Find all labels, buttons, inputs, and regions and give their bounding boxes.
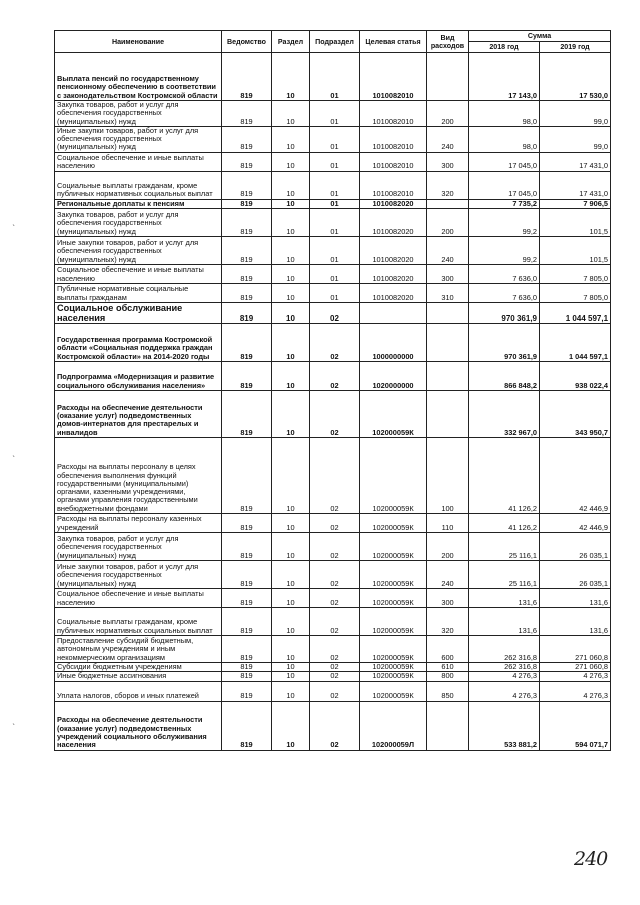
row-razdel: 10 bbox=[272, 362, 310, 391]
row-sum-2018: 17 045,0 bbox=[469, 152, 540, 171]
row-sum-2018: 533 881,2 bbox=[469, 701, 540, 750]
row-target: 1010082020 bbox=[360, 199, 427, 208]
row-target: 1010082010 bbox=[360, 53, 427, 101]
row-razdel: 10 bbox=[272, 589, 310, 608]
row-razdel: 10 bbox=[272, 608, 310, 636]
row-name: Социальное обслуживание населения bbox=[55, 303, 222, 324]
row-sum-2018: 4 276,3 bbox=[469, 672, 540, 681]
row-vid: 800 bbox=[427, 672, 469, 681]
row-target: 102000059К bbox=[360, 681, 427, 701]
table-row bbox=[55, 701, 611, 750]
row-sum-2018: 131,6 bbox=[469, 589, 540, 608]
table-row bbox=[55, 681, 611, 701]
row-vid: 320 bbox=[427, 608, 469, 636]
row-vedomstvo: 819 bbox=[222, 438, 272, 514]
row-sum-2018: 41 126,2 bbox=[469, 514, 540, 533]
row-sum-2018: 98,0 bbox=[469, 126, 540, 152]
row-sum-2018: 262 316,8 bbox=[469, 663, 540, 672]
row-razdel: 10 bbox=[272, 533, 310, 561]
row-podrazdel: 02 bbox=[310, 681, 360, 701]
table-row bbox=[55, 265, 611, 284]
row-sum-2019: 4 276,3 bbox=[540, 681, 611, 701]
row-sum-2018: 17 045,0 bbox=[469, 171, 540, 199]
row-sum-2019: 4 276,3 bbox=[540, 672, 611, 681]
row-vedomstvo: 819 bbox=[222, 237, 272, 265]
header-razdel: Раздел bbox=[272, 31, 310, 53]
row-razdel: 10 bbox=[272, 681, 310, 701]
row-podrazdel: 01 bbox=[310, 209, 360, 237]
row-sum-2019: 131,6 bbox=[540, 589, 611, 608]
row-razdel: 10 bbox=[272, 438, 310, 514]
row-razdel: 10 bbox=[272, 199, 310, 208]
row-sum-2019: 26 035,1 bbox=[540, 533, 611, 561]
row-vedomstvo: 819 bbox=[222, 672, 272, 681]
header-summa: Сумма bbox=[469, 31, 611, 42]
row-target: 102000059К bbox=[360, 391, 427, 438]
row-vid: 310 bbox=[427, 284, 469, 303]
row-razdel: 10 bbox=[272, 561, 310, 589]
row-podrazdel: 02 bbox=[310, 663, 360, 672]
row-podrazdel: 02 bbox=[310, 324, 360, 362]
row-vedomstvo: 819 bbox=[222, 608, 272, 636]
row-razdel: 10 bbox=[272, 284, 310, 303]
row-vid: 240 bbox=[427, 237, 469, 265]
row-razdel: 10 bbox=[272, 303, 310, 324]
margin-mark: ` bbox=[12, 723, 16, 732]
row-sum-2019: 594 071,7 bbox=[540, 701, 611, 750]
row-sum-2018: 41 126,2 bbox=[469, 438, 540, 514]
header-vid: Вид расходов bbox=[427, 31, 469, 53]
row-target: 1010082010 bbox=[360, 152, 427, 171]
row-name: Иные бюджетные ассигнования bbox=[55, 672, 222, 681]
row-podrazdel: 02 bbox=[310, 701, 360, 750]
row-name: Иные закупки товаров, работ и услуг для обеспечения государственных (муниципальных) нужд bbox=[55, 126, 222, 152]
row-vid: 300 bbox=[427, 265, 469, 284]
row-name: Расходы на выплаты персоналу казенных учреждений bbox=[55, 514, 222, 533]
row-vid bbox=[427, 303, 469, 324]
row-vedomstvo: 819 bbox=[222, 663, 272, 672]
row-sum-2019: 131,6 bbox=[540, 608, 611, 636]
row-vid: 240 bbox=[427, 126, 469, 152]
table-row bbox=[55, 608, 611, 636]
row-target: 102000059К bbox=[360, 533, 427, 561]
row-podrazdel: 02 bbox=[310, 362, 360, 391]
row-name: Предоставление субсидий бюджетным, автономным учреждениям и иным некоммерческим организациям bbox=[55, 636, 222, 663]
row-vedomstvo: 819 bbox=[222, 265, 272, 284]
row-sum-2019: 1 044 597,1 bbox=[540, 303, 611, 324]
table-row bbox=[55, 589, 611, 608]
row-sum-2018: 99,2 bbox=[469, 209, 540, 237]
row-name: Закупка товаров, работ и услуг для обеспечения государственных (муниципальных) нужд bbox=[55, 209, 222, 237]
header-vedomstvo: Ведомство bbox=[222, 31, 272, 53]
row-sum-2019: 7 805,0 bbox=[540, 265, 611, 284]
row-podrazdel: 02 bbox=[310, 672, 360, 681]
row-sum-2019: 42 446,9 bbox=[540, 514, 611, 533]
row-sum-2018: 866 848,2 bbox=[469, 362, 540, 391]
table-row bbox=[55, 199, 611, 208]
table-row bbox=[55, 514, 611, 533]
row-target: 102000059К bbox=[360, 608, 427, 636]
row-sum-2019: 7 906,5 bbox=[540, 199, 611, 208]
row-vid bbox=[427, 324, 469, 362]
table-header bbox=[55, 31, 611, 53]
table-row bbox=[55, 362, 611, 391]
table-row bbox=[55, 672, 611, 681]
row-target: 1010082020 bbox=[360, 265, 427, 284]
header-target: Целевая статья bbox=[360, 31, 427, 53]
row-razdel: 10 bbox=[272, 237, 310, 265]
row-razdel: 10 bbox=[272, 126, 310, 152]
row-podrazdel: 02 bbox=[310, 438, 360, 514]
row-razdel: 10 bbox=[272, 171, 310, 199]
row-target: 1010082010 bbox=[360, 101, 427, 127]
row-name: Социальные выплаты гражданам, кроме публичных нормативных социальных выплат bbox=[55, 171, 222, 199]
row-podrazdel: 01 bbox=[310, 171, 360, 199]
row-target: 102000059К bbox=[360, 663, 427, 672]
row-name: Подпрограмма «Модернизация и развитие социального обслуживания населения» bbox=[55, 362, 222, 391]
row-razdel: 10 bbox=[272, 209, 310, 237]
row-name: Закупка товаров, работ и услуг для обеспечения государственных (муниципальных) нужд bbox=[55, 101, 222, 127]
row-sum-2019: 938 022,4 bbox=[540, 362, 611, 391]
header-podrazdel: Подраздел bbox=[310, 31, 360, 53]
row-vedomstvo: 819 bbox=[222, 209, 272, 237]
row-sum-2019: 17 431,0 bbox=[540, 171, 611, 199]
row-vedomstvo: 819 bbox=[222, 681, 272, 701]
row-sum-2019: 1 044 597,1 bbox=[540, 324, 611, 362]
row-target: 102000059К bbox=[360, 672, 427, 681]
row-razdel: 10 bbox=[272, 663, 310, 672]
row-sum-2019: 343 950,7 bbox=[540, 391, 611, 438]
header-name: Наименование bbox=[55, 31, 222, 53]
row-vedomstvo: 819 bbox=[222, 514, 272, 533]
row-vedomstvo: 819 bbox=[222, 324, 272, 362]
table-row bbox=[55, 284, 611, 303]
row-vedomstvo: 819 bbox=[222, 636, 272, 663]
table-row bbox=[55, 152, 611, 171]
table-row bbox=[55, 101, 611, 127]
row-vid: 200 bbox=[427, 209, 469, 237]
row-vedomstvo: 819 bbox=[222, 362, 272, 391]
row-sum-2018: 17 143,0 bbox=[469, 53, 540, 101]
row-razdel: 10 bbox=[272, 514, 310, 533]
row-podrazdel: 02 bbox=[310, 391, 360, 438]
row-vid: 100 bbox=[427, 438, 469, 514]
row-sum-2018: 98,0 bbox=[469, 101, 540, 127]
budget-table bbox=[54, 30, 611, 751]
row-vedomstvo: 819 bbox=[222, 152, 272, 171]
row-vid bbox=[427, 199, 469, 208]
row-name: Расходы на обеспечение деятельности (оказание услуг) подведомственных домов-интернатов для престарелых и инвалидов bbox=[55, 391, 222, 438]
row-vid bbox=[427, 362, 469, 391]
row-sum-2019: 101,5 bbox=[540, 237, 611, 265]
header-2019: 2019 год bbox=[540, 42, 611, 53]
row-target: 1010082020 bbox=[360, 237, 427, 265]
row-sum-2018: 7 735,2 bbox=[469, 199, 540, 208]
row-podrazdel: 01 bbox=[310, 237, 360, 265]
row-sum-2018: 25 116,1 bbox=[469, 533, 540, 561]
row-target: 1010082010 bbox=[360, 171, 427, 199]
row-name: Социальное обеспечение и иные выплаты населению bbox=[55, 265, 222, 284]
row-sum-2019: 271 060,8 bbox=[540, 636, 611, 663]
row-podrazdel: 02 bbox=[310, 561, 360, 589]
row-target: 102000059К bbox=[360, 514, 427, 533]
row-name: Региональные доплаты к пенсиям bbox=[55, 199, 222, 208]
row-vid: 200 bbox=[427, 533, 469, 561]
row-vid: 200 bbox=[427, 101, 469, 127]
row-vedomstvo: 819 bbox=[222, 53, 272, 101]
row-vid: 320 bbox=[427, 171, 469, 199]
row-podrazdel: 01 bbox=[310, 152, 360, 171]
row-vid bbox=[427, 391, 469, 438]
table-body bbox=[55, 53, 611, 751]
row-target: 1020000000 bbox=[360, 362, 427, 391]
row-sum-2019: 99,0 bbox=[540, 126, 611, 152]
row-podrazdel: 01 bbox=[310, 284, 360, 303]
row-vedomstvo: 819 bbox=[222, 391, 272, 438]
row-podrazdel: 02 bbox=[310, 636, 360, 663]
table-row bbox=[55, 171, 611, 199]
row-name: Выплата пенсий по государственному пенсионному обеспечению в соответствии с законодательством Костромской области bbox=[55, 53, 222, 101]
row-target: 1010082020 bbox=[360, 209, 427, 237]
row-razdel: 10 bbox=[272, 636, 310, 663]
row-vedomstvo: 819 bbox=[222, 199, 272, 208]
row-podrazdel: 02 bbox=[310, 589, 360, 608]
row-vid: 610 bbox=[427, 663, 469, 672]
row-podrazdel: 01 bbox=[310, 53, 360, 101]
row-target: 102000059К bbox=[360, 438, 427, 514]
row-podrazdel: 01 bbox=[310, 199, 360, 208]
row-podrazdel: 02 bbox=[310, 533, 360, 561]
row-name: Закупка товаров, работ и услуг для обеспечения государственных (муниципальных) нужд bbox=[55, 533, 222, 561]
row-sum-2019: 17 431,0 bbox=[540, 152, 611, 171]
row-name: Государственная программа Костромской области «Социальная поддержка граждан Костромской области» на 2014-2020 годы bbox=[55, 324, 222, 362]
row-vedomstvo: 819 bbox=[222, 701, 272, 750]
row-sum-2018: 131,6 bbox=[469, 608, 540, 636]
row-name: Расходы на обеспечение деятельности (оказание услуг) подведомственных учреждений социального обслуживания населения bbox=[55, 701, 222, 750]
row-sum-2018: 4 276,3 bbox=[469, 681, 540, 701]
table-row bbox=[55, 663, 611, 672]
header-2018: 2018 год bbox=[469, 42, 540, 53]
row-vid bbox=[427, 701, 469, 750]
row-podrazdel: 01 bbox=[310, 126, 360, 152]
row-vid: 240 bbox=[427, 561, 469, 589]
row-name: Субсидии бюджетным учреждениям bbox=[55, 663, 222, 672]
row-vid: 300 bbox=[427, 589, 469, 608]
margin-mark: ` bbox=[12, 224, 16, 233]
table-row bbox=[55, 561, 611, 589]
row-vid bbox=[427, 53, 469, 101]
row-vid: 850 bbox=[427, 681, 469, 701]
table-row bbox=[55, 324, 611, 362]
row-name: Иные закупки товаров, работ и услуг для обеспечения государственных (муниципальных) нужд bbox=[55, 561, 222, 589]
margin-mark: ` bbox=[12, 455, 16, 464]
row-target: 1010082010 bbox=[360, 126, 427, 152]
row-podrazdel: 01 bbox=[310, 101, 360, 127]
row-vid: 600 bbox=[427, 636, 469, 663]
row-sum-2018: 970 361,9 bbox=[469, 324, 540, 362]
table-row bbox=[55, 438, 611, 514]
row-target: 102000059Л bbox=[360, 701, 427, 750]
row-razdel: 10 bbox=[272, 101, 310, 127]
row-razdel: 10 bbox=[272, 701, 310, 750]
row-target: 102000059К bbox=[360, 589, 427, 608]
row-sum-2019: 7 805,0 bbox=[540, 284, 611, 303]
row-sum-2018: 970 361,9 bbox=[469, 303, 540, 324]
row-sum-2019: 42 446,9 bbox=[540, 438, 611, 514]
row-sum-2019: 101,5 bbox=[540, 209, 611, 237]
row-podrazdel: 01 bbox=[310, 265, 360, 284]
row-name: Социальное обеспечение и иные выплаты населению bbox=[55, 152, 222, 171]
row-target: 1000000000 bbox=[360, 324, 427, 362]
row-vedomstvo: 819 bbox=[222, 171, 272, 199]
row-sum-2018: 332 967,0 bbox=[469, 391, 540, 438]
table-row bbox=[55, 209, 611, 237]
row-vedomstvo: 819 bbox=[222, 561, 272, 589]
row-razdel: 10 bbox=[272, 152, 310, 171]
row-vedomstvo: 819 bbox=[222, 126, 272, 152]
table-row bbox=[55, 636, 611, 663]
row-sum-2018: 7 636,0 bbox=[469, 284, 540, 303]
row-sum-2018: 262 316,8 bbox=[469, 636, 540, 663]
row-razdel: 10 bbox=[272, 53, 310, 101]
table-row bbox=[55, 53, 611, 101]
table-row bbox=[55, 126, 611, 152]
row-vid: 110 bbox=[427, 514, 469, 533]
row-target: 102000059К bbox=[360, 636, 427, 663]
row-vedomstvo: 819 bbox=[222, 533, 272, 561]
row-target: 102000059К bbox=[360, 561, 427, 589]
table-row bbox=[55, 303, 611, 324]
row-vedomstvo: 819 bbox=[222, 589, 272, 608]
row-sum-2019: 99,0 bbox=[540, 101, 611, 127]
row-vedomstvo: 819 bbox=[222, 101, 272, 127]
row-razdel: 10 bbox=[272, 672, 310, 681]
row-name: Социальное обеспечение и иные выплаты населению bbox=[55, 589, 222, 608]
row-target bbox=[360, 303, 427, 324]
page-number: 240 bbox=[574, 848, 608, 870]
row-vid: 300 bbox=[427, 152, 469, 171]
row-name: Социальные выплаты гражданам, кроме публичных нормативных социальных выплат bbox=[55, 608, 222, 636]
row-name: Расходы на выплаты персоналу в целях обеспечения выполнения функций государственными (муниципальными) органами, казенными учреждениями, органами управления государственными внебюджетными фондами bbox=[55, 438, 222, 514]
row-sum-2018: 25 116,1 bbox=[469, 561, 540, 589]
row-name: Иные закупки товаров, работ и услуг для обеспечения государственных (муниципальных) нужд bbox=[55, 237, 222, 265]
table-row bbox=[55, 237, 611, 265]
table-row bbox=[55, 391, 611, 438]
row-name: Публичные нормативные социальные выплаты гражданам bbox=[55, 284, 222, 303]
row-podrazdel: 02 bbox=[310, 303, 360, 324]
row-razdel: 10 bbox=[272, 391, 310, 438]
row-razdel: 10 bbox=[272, 324, 310, 362]
row-name: Уплата налогов, сборов и иных платежей bbox=[55, 681, 222, 701]
row-sum-2018: 99,2 bbox=[469, 237, 540, 265]
table-row bbox=[55, 533, 611, 561]
row-vedomstvo: 819 bbox=[222, 284, 272, 303]
row-sum-2019: 271 060,8 bbox=[540, 663, 611, 672]
row-sum-2019: 26 035,1 bbox=[540, 561, 611, 589]
row-sum-2018: 7 636,0 bbox=[469, 265, 540, 284]
row-podrazdel: 02 bbox=[310, 608, 360, 636]
row-vedomstvo: 819 bbox=[222, 303, 272, 324]
row-razdel: 10 bbox=[272, 265, 310, 284]
row-target: 1010082020 bbox=[360, 284, 427, 303]
row-sum-2019: 17 530,0 bbox=[540, 53, 611, 101]
row-podrazdel: 02 bbox=[310, 514, 360, 533]
